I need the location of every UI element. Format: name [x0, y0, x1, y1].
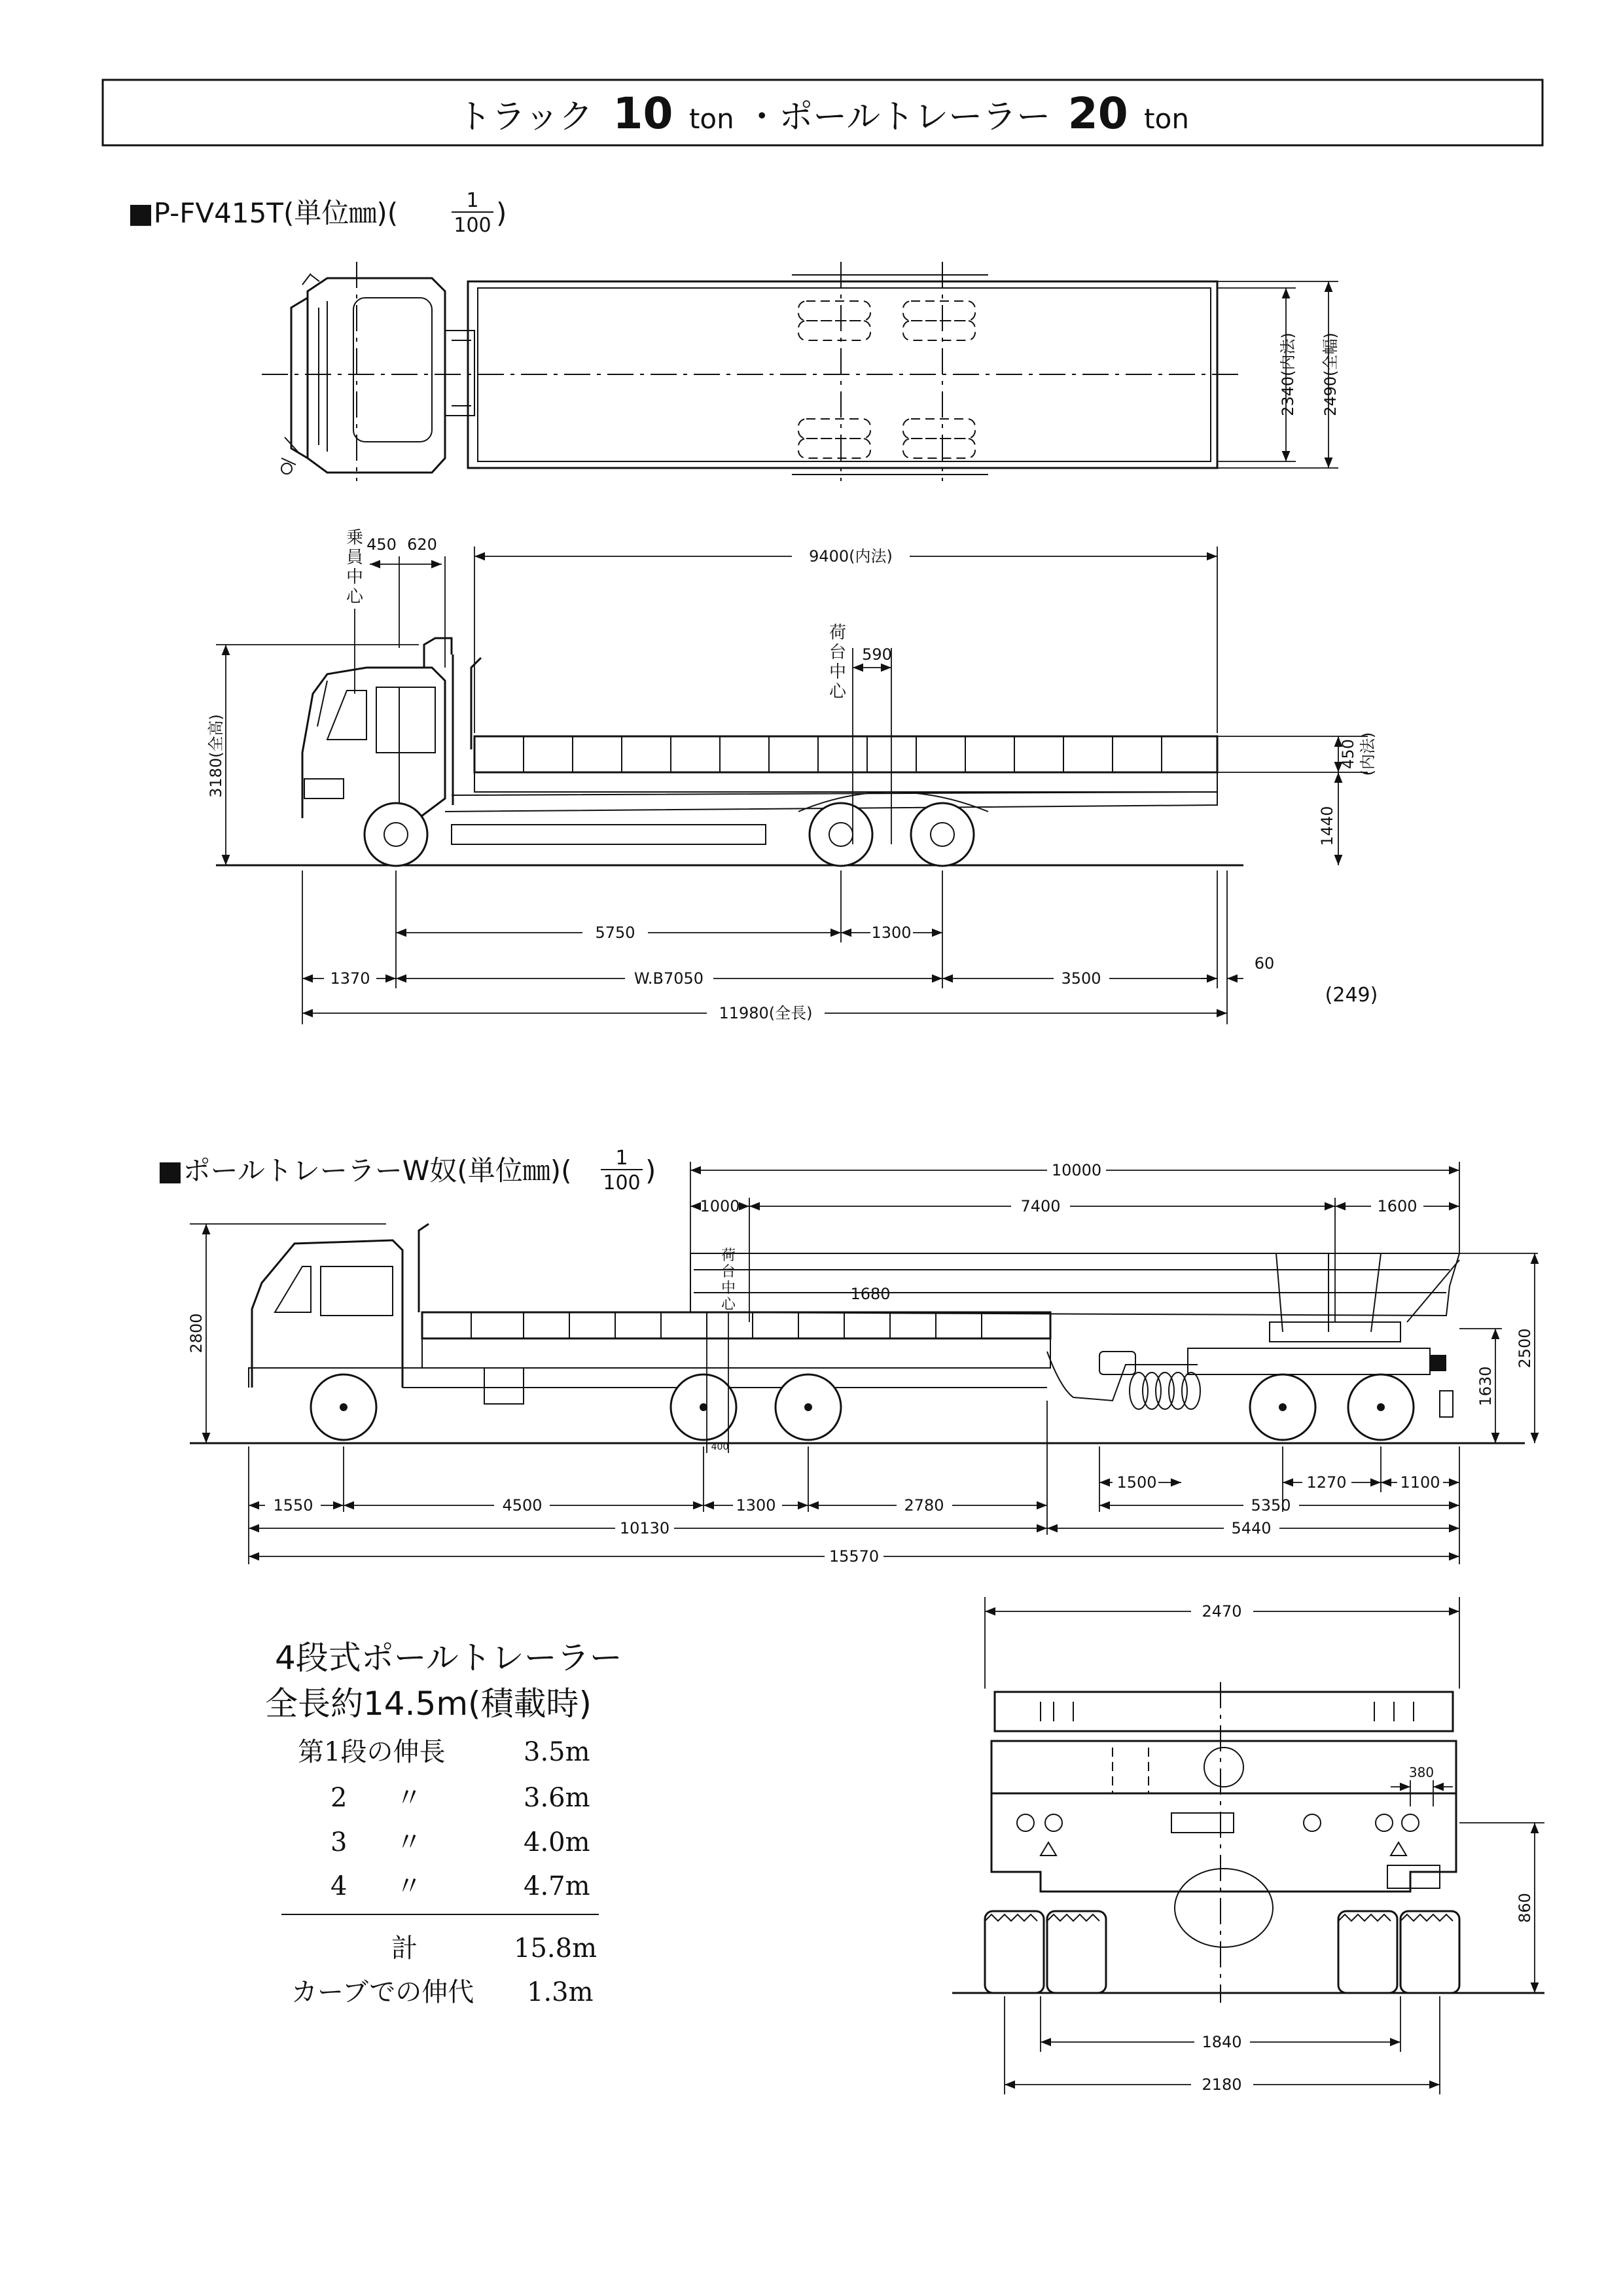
trailer-load-deck — [422, 1312, 1050, 1338]
dim-620: 620 — [407, 535, 437, 554]
dim-1000: 1000 — [700, 1197, 740, 1215]
spec-row-3-value: 4.0m — [524, 1827, 590, 1857]
page-header — [103, 80, 1543, 145]
axle-hole — [1017, 1814, 1034, 1831]
dim-2800: 2800 — [187, 1313, 205, 1354]
drawbar — [1047, 1352, 1198, 1401]
tyre — [1338, 1911, 1397, 1993]
dim-1300-trailer: 1300 — [736, 1496, 776, 1515]
axle-hole — [1402, 1814, 1419, 1831]
dim-7400: 7400 — [1020, 1197, 1061, 1215]
tyre — [1047, 1911, 1106, 1993]
cab-roof-top — [353, 298, 432, 442]
inner-width-label: 2340(内法) — [1279, 332, 1297, 416]
load-center-ch2: 中 — [829, 662, 847, 682]
header-title — [457, 88, 1189, 139]
wheel-hub — [804, 1403, 812, 1411]
truck-rear-wheel-2 — [911, 803, 974, 866]
windshield-top — [319, 301, 327, 452]
spec-curve-label: カーブでの伸代 — [291, 1977, 474, 2007]
trailer-load-center-ch1: 台 — [721, 1264, 736, 1280]
truck-scale-close: ) — [496, 197, 507, 229]
load-center-ch1: 台 — [829, 643, 847, 662]
tank — [484, 1368, 524, 1404]
header-prefix: トラック — [457, 98, 594, 137]
cab-window-side — [376, 687, 435, 753]
spec-title-2: 全長約14.5m(積載時) — [265, 1685, 592, 1723]
chassis-lower-rail — [452, 825, 766, 844]
spec-total-label: 計 — [391, 1933, 418, 1964]
dim-450-crew: 450 — [366, 535, 397, 554]
trailer-scale-close: ) — [645, 1155, 656, 1187]
bolster — [1270, 1322, 1400, 1342]
overall-width-label: 2490(全幅) — [1321, 332, 1340, 416]
spec-row-2-mark: 〃 — [396, 1783, 422, 1813]
truck-scale-num: 1 — [466, 189, 479, 212]
rear-tyres — [985, 1911, 1459, 1993]
cab-detail — [317, 681, 327, 726]
deck-panels — [524, 736, 1162, 772]
tyre-top — [798, 419, 870, 439]
truck-section-label — [128, 189, 507, 237]
spec-row-4-label: 4 — [330, 1871, 348, 1901]
truck-scale-den: 100 — [454, 214, 491, 237]
dim-60: 60 — [1254, 954, 1275, 973]
dim-2780: 2780 — [904, 1496, 944, 1515]
dim-1500: 1500 — [1116, 1473, 1157, 1492]
cab-bumper-top — [291, 298, 308, 458]
side-height-num: 450 — [1339, 739, 1357, 769]
truck-rear-wheel-1 — [810, 803, 872, 866]
spec-row-1-value: 3.5m — [524, 1737, 590, 1767]
dim-1630: 1630 — [1476, 1366, 1495, 1407]
truck-top-view — [262, 262, 1340, 481]
dim-1550: 1550 — [273, 1496, 313, 1515]
tyre-top — [798, 321, 870, 340]
overall-height-label: 3180(全高) — [207, 714, 225, 798]
frame-top — [445, 331, 474, 416]
spec-table — [265, 1639, 622, 2007]
dim-4500: 4500 — [502, 1496, 543, 1515]
axle-hole — [1304, 1814, 1321, 1831]
pole-trailer-side-view — [187, 1161, 1538, 1566]
dim-15570: 15570 — [829, 1547, 880, 1566]
rear-bolster — [991, 1741, 1456, 1793]
rear-pole-bundle — [995, 1692, 1453, 1731]
header-unit2: ton — [1144, 103, 1189, 135]
crew-center-ch0: 乗 — [346, 528, 364, 548]
dim-1100: 1100 — [1400, 1473, 1440, 1492]
tyre-top — [903, 439, 975, 458]
exhaust-stack — [424, 638, 452, 668]
spec-row-4-mark: 〃 — [396, 1871, 422, 1901]
headlight-side — [304, 779, 344, 798]
dim-2180: 2180 — [1202, 2075, 1242, 2094]
dim-1600: 1600 — [1377, 1197, 1418, 1215]
dim-860: 860 — [1516, 1893, 1534, 1923]
wheel-hub — [1377, 1403, 1385, 1411]
windshield-side — [327, 691, 366, 740]
crew-center-ch2: 中 — [346, 567, 364, 587]
dim-400: 400 — [711, 1442, 729, 1452]
dim-1680: 1680 — [850, 1285, 891, 1303]
spec-title-1: 4段式ポールトレーラー — [275, 1639, 622, 1677]
page-note: (249) — [1325, 984, 1378, 1007]
tyre-top — [798, 301, 870, 321]
dim-10000: 10000 — [1051, 1161, 1102, 1179]
tractor-cab — [252, 1240, 402, 1388]
axle-hole — [1376, 1814, 1393, 1831]
tyre-top — [903, 419, 975, 439]
spec-row-4-value: 4.7m — [524, 1871, 590, 1901]
tractor-window — [321, 1266, 393, 1316]
rear-view — [952, 1597, 1544, 2094]
spec-row-3-label: 3 — [330, 1827, 348, 1857]
truck-label-text: ■P-FV415T(単位㎜)( — [128, 197, 399, 229]
tyre-top — [903, 301, 975, 321]
trailer-load-center-ch2: 中 — [721, 1280, 736, 1297]
dim-3500: 3500 — [1061, 969, 1101, 988]
side-height-note: (内法) — [1359, 732, 1377, 776]
wheel-rim — [365, 803, 427, 866]
crew-center-ch3: 心 — [346, 587, 364, 607]
pole-detail — [1041, 1702, 1414, 1721]
header-unit1: ton — [688, 103, 734, 135]
load-center-ch0: 荷 — [829, 623, 847, 643]
body-floor-side — [474, 772, 1217, 792]
trailer-load-center-ch0: 荷 — [721, 1247, 736, 1264]
spec-row-3-mark: 〃 — [396, 1827, 422, 1857]
spec-row-2-value: 3.6m — [524, 1783, 590, 1813]
spec-curve-value: 1.3m — [527, 1977, 594, 2007]
trailer-spring — [1130, 1372, 1200, 1409]
truck-front-wheel — [365, 803, 427, 866]
tail-lamp — [1430, 1355, 1446, 1371]
header-num2: 20 — [1067, 88, 1128, 139]
cab-outline-side — [302, 668, 445, 818]
hitch — [1099, 1352, 1135, 1374]
dim-380: 380 — [1408, 1765, 1435, 1780]
trailer-scale-den: 100 — [603, 1172, 641, 1194]
deck-frame — [422, 1338, 1050, 1368]
inner-length-label: 9400(内法) — [809, 547, 893, 565]
header-middle: ・ポールトレーラー — [745, 98, 1051, 137]
tyre-top — [798, 439, 870, 458]
kingpin — [1204, 1748, 1243, 1787]
dim-2500: 2500 — [1516, 1328, 1534, 1369]
wheel-hub — [1279, 1403, 1287, 1411]
tyre — [1400, 1911, 1459, 1993]
spec-row-1-label: 第1段の伸長 — [298, 1737, 446, 1767]
trailer-scale-num: 1 — [615, 1147, 628, 1170]
floor-height-label: 1440 — [1318, 806, 1336, 846]
load-panels — [471, 1312, 982, 1338]
axle-hole — [1045, 1814, 1062, 1831]
overall-length-label: 11980(全長) — [719, 1004, 813, 1022]
differential — [1175, 1869, 1273, 1947]
spec-total-value: 15.8m — [514, 1933, 597, 1964]
header-num1: 10 — [613, 88, 673, 139]
pole-cargo — [690, 1253, 1459, 1316]
wheel-rim — [911, 803, 974, 866]
tractor-headboard — [419, 1224, 429, 1312]
plate — [1171, 1813, 1234, 1833]
dim-1840: 1840 — [1202, 2033, 1242, 2051]
wheel-rim — [810, 803, 872, 866]
trailer-section-label — [157, 1147, 656, 1194]
dim-1270: 1270 — [1306, 1473, 1347, 1492]
dim-10130: 10130 — [619, 1519, 670, 1537]
dim-590: 590 — [862, 645, 892, 664]
wheelbase-label: W.B7050 — [633, 969, 704, 988]
dim-5350: 5350 — [1251, 1496, 1291, 1515]
wheel-hub — [340, 1403, 348, 1411]
dim-2470: 2470 — [1202, 1602, 1242, 1621]
mirror-ball-top — [281, 463, 292, 474]
rear-axle-housing — [991, 1793, 1456, 1892]
tail-detail — [1440, 1391, 1453, 1417]
spring-coil — [1182, 1372, 1200, 1409]
trailer-chassis — [1188, 1348, 1430, 1374]
tractor-windshield — [275, 1266, 311, 1312]
body-deck-side — [474, 736, 1217, 772]
spec-row-2-label: 2 — [330, 1783, 348, 1813]
trailer-load-center-ch3: 心 — [721, 1297, 736, 1313]
dim-1370: 1370 — [330, 969, 370, 988]
warning-triangle — [1041, 1842, 1406, 1856]
truck-side-view — [207, 528, 1378, 1024]
crew-center-ch1: 員 — [346, 548, 364, 567]
load-center-ch3: 心 — [829, 682, 847, 702]
dim-5750: 5750 — [595, 924, 635, 942]
tyre-top — [903, 321, 975, 340]
dim-1300-truck: 1300 — [871, 924, 912, 942]
tyre — [985, 1911, 1044, 1993]
lamp — [1387, 1865, 1440, 1888]
dim-5440: 5440 — [1231, 1519, 1272, 1537]
trailer-label-text: ■ポールトレーラーW奴(単位㎜)( — [157, 1155, 572, 1187]
cab-outline-top — [308, 278, 445, 473]
